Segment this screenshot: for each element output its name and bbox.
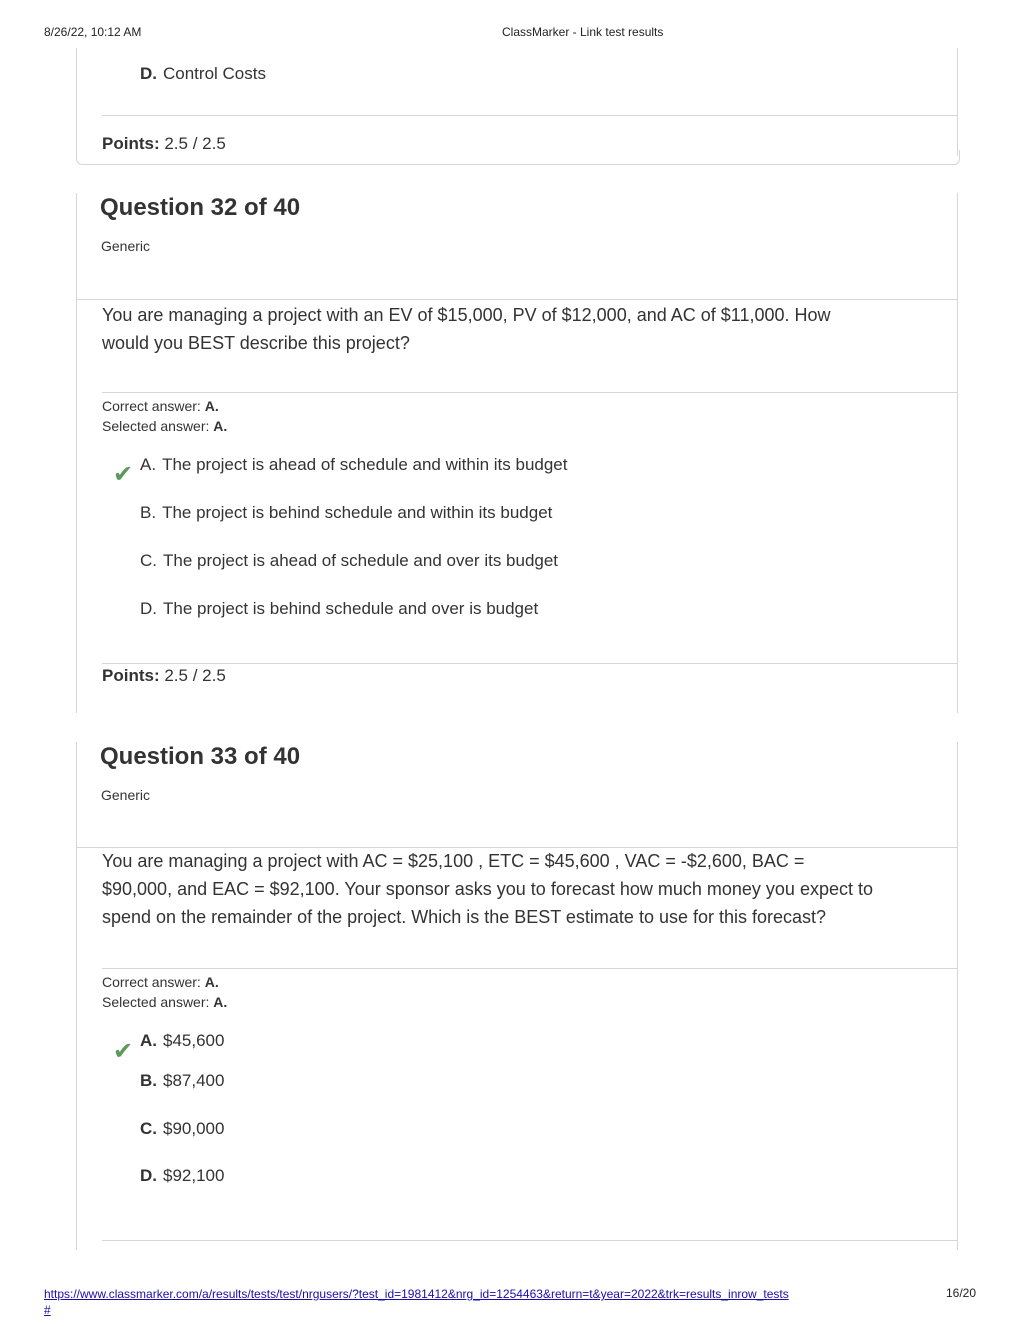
answer-option-a bbox=[140, 455, 568, 475]
option-letter: D. bbox=[140, 1166, 157, 1185]
prev-points bbox=[102, 134, 226, 154]
card-right-border bbox=[957, 48, 958, 156]
points-value: 2.5 / 2.5 bbox=[164, 666, 226, 685]
card-right-border bbox=[957, 193, 958, 713]
correct-answer-value: A. bbox=[204, 974, 219, 990]
card-left-border bbox=[76, 742, 77, 1250]
question-title: Question 33 of 40 bbox=[100, 743, 301, 770]
option-letter: B. bbox=[140, 503, 157, 522]
option-letter: C. bbox=[140, 1119, 157, 1138]
answer-summary bbox=[102, 396, 227, 436]
answer-option-b bbox=[140, 503, 552, 523]
option-text: $92,100 bbox=[163, 1166, 225, 1185]
answer-option-b bbox=[140, 1071, 224, 1091]
checkmark-icon: ✔ bbox=[113, 1038, 134, 1065]
divider bbox=[102, 968, 958, 969]
option-text: Control Costs bbox=[163, 64, 266, 83]
page-number: 16/20 bbox=[946, 1286, 977, 1300]
points-label: Points: bbox=[102, 134, 160, 153]
option-letter: C. bbox=[140, 551, 157, 570]
option-letter: D. bbox=[140, 64, 157, 83]
correct-answer-label: Correct answer: bbox=[102, 398, 201, 414]
card-right-border bbox=[957, 742, 958, 1250]
question-points bbox=[102, 666, 226, 686]
question-text bbox=[102, 301, 922, 357]
option-text: The project is behind schedule and within its budget bbox=[162, 503, 553, 522]
option-letter: A. bbox=[140, 455, 157, 474]
checkmark-icon: ✔ bbox=[113, 461, 134, 488]
question-text-line: $90,000, and EAC = $92,100. Your sponsor asks you to forecast how much money you expect to bbox=[102, 879, 873, 899]
answer-option-c bbox=[140, 1119, 224, 1139]
selected-answer-label: Selected answer: bbox=[102, 418, 210, 434]
answer-option-c bbox=[140, 551, 558, 571]
card-left-border bbox=[76, 48, 77, 156]
footer-url-line[interactable]: https://www.classmarker.com/a/results/tests/test/nrgusers/?test_id=1981412&nrg_id=1254463&return=t&year=2022&trk=results_inrow_tests bbox=[44, 1287, 789, 1301]
option-text: $45,600 bbox=[163, 1031, 225, 1050]
selected-answer-value: A. bbox=[213, 418, 228, 434]
points-value: 2.5 / 2.5 bbox=[164, 134, 226, 153]
question-text-line: spend on the remainder of the project. Which is the BEST estimate to use for this forecast? bbox=[102, 907, 827, 927]
print-page-title: ClassMarker - Link test results bbox=[502, 25, 664, 39]
option-text: The project is ahead of schedule and over its budget bbox=[163, 551, 559, 570]
footer-url[interactable] bbox=[44, 1286, 894, 1318]
divider bbox=[102, 663, 958, 664]
question-category: Generic bbox=[101, 787, 151, 803]
selected-answer-label: Selected answer: bbox=[102, 994, 210, 1010]
option-letter: A. bbox=[140, 1031, 157, 1050]
option-text: The project is ahead of schedule and within its budget bbox=[162, 455, 568, 474]
option-letter: D. bbox=[140, 599, 157, 618]
option-letter: B. bbox=[140, 1071, 157, 1090]
option-text: $87,400 bbox=[163, 1071, 225, 1090]
footer-url-line[interactable]: # bbox=[44, 1303, 51, 1317]
question-text bbox=[102, 847, 942, 931]
print-datetime: 8/26/22, 10:12 AM bbox=[44, 25, 142, 39]
divider bbox=[76, 299, 958, 300]
question-text-line: You are managing a project with AC = $25,100 , ETC = $45,600 , VAC = -$2,600, BAC = bbox=[102, 851, 805, 871]
answer-summary bbox=[102, 972, 227, 1012]
question-text-line: You are managing a project with an EV of $15,000, PV of $12,000, and AC of $11,000. How bbox=[102, 305, 831, 325]
option-text: The project is behind schedule and over is budget bbox=[163, 599, 539, 618]
question-text-line: would you BEST describe this project? bbox=[102, 333, 410, 353]
answer-option-d bbox=[140, 1166, 224, 1186]
question-title: Question 32 of 40 bbox=[100, 194, 301, 221]
option-text: $90,000 bbox=[163, 1119, 225, 1138]
prev-option-d bbox=[140, 64, 266, 84]
points-label: Points: bbox=[102, 666, 160, 685]
correct-answer-value: A. bbox=[204, 398, 219, 414]
question-category: Generic bbox=[101, 238, 151, 254]
selected-answer-value: A. bbox=[213, 994, 228, 1010]
divider bbox=[102, 392, 958, 393]
divider bbox=[102, 115, 958, 116]
correct-answer-label: Correct answer: bbox=[102, 974, 201, 990]
answer-option-a bbox=[140, 1031, 224, 1051]
answer-option-d bbox=[140, 599, 538, 619]
divider bbox=[102, 1240, 958, 1241]
card-left-border bbox=[76, 193, 77, 713]
